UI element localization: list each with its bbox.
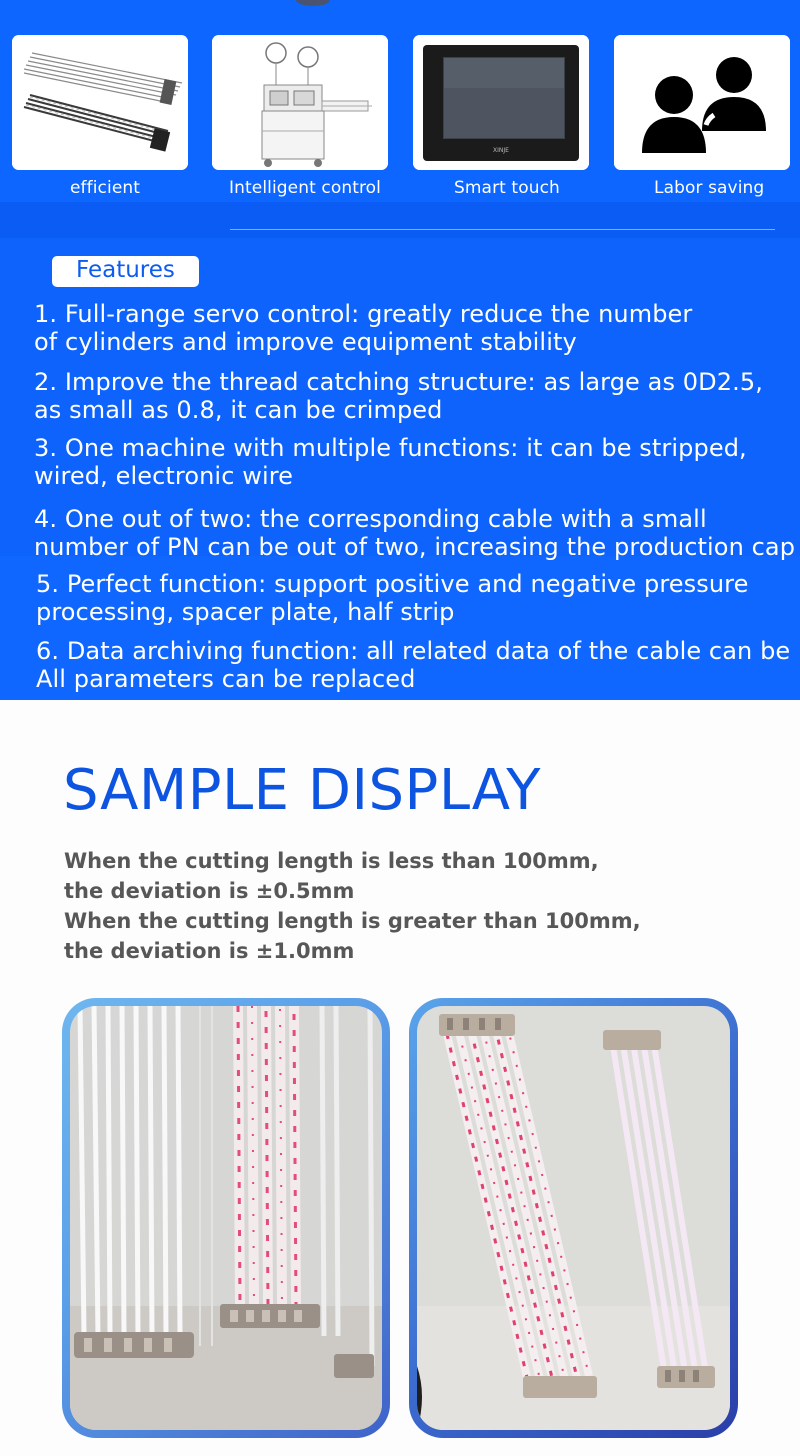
- feature-2-line1: 2. Improve the thread catching structure: as large as 0D2.5,: [34, 368, 763, 396]
- feature-4-line1: 4. One out of two: the corresponding cable with a small: [34, 505, 707, 533]
- feature-4-line2: number of PN can be out of two, increasing the production cap: [34, 533, 796, 561]
- feature-2-line2: as small as 0.8, it can be crimped: [34, 396, 443, 424]
- feature-1-line1: 1. Full-range servo control: greatly reduce the number: [34, 300, 693, 328]
- cable-sample-photo-1: [70, 1006, 382, 1430]
- spec-line-3: When the cutting length is greater than 100mm,: [64, 909, 641, 933]
- card-efficient: [12, 35, 188, 170]
- card-label-efficient: efficient: [70, 178, 141, 198]
- banner-top-ornament: [296, 0, 330, 6]
- card-label-smart-touch: Smart touch: [454, 178, 560, 198]
- card-label-intelligent-control: Intelligent control: [229, 178, 382, 198]
- spec-line-2: the deviation is ±0.5mm: [64, 879, 355, 903]
- wire-bundles-photo: [12, 35, 188, 170]
- feature-banner: [0, 0, 800, 700]
- cable-harness-image: [417, 1006, 730, 1430]
- feature-4: [34, 505, 795, 561]
- machine-photo: [212, 35, 388, 170]
- feature-2: [34, 368, 763, 424]
- touchscreen-brand-text: XINJE: [493, 147, 509, 154]
- feature-6: [36, 637, 790, 693]
- spec-line-1: When the cutting length is less than 100mm,: [64, 849, 599, 873]
- white-and-red-cables-image: [70, 1006, 382, 1430]
- spec-line-4: the deviation is ±1.0mm: [64, 939, 355, 963]
- card-intelligent-control: [212, 35, 388, 170]
- divider-line: [230, 229, 775, 230]
- sample-display-title: SAMPLE DISPLAY: [63, 758, 541, 823]
- feature-6-line2: All parameters can be replaced: [36, 665, 416, 693]
- feature-3-line2: wired, electronic wire: [34, 462, 294, 490]
- feature-6-line1: 6. Data archiving function: all related data of the cable can be: [36, 637, 791, 665]
- features-title: Features: [76, 257, 175, 283]
- cable-sample-photo-2: [417, 1006, 730, 1430]
- feature-3-line1: 3. One machine with multiple functions: it can be stripped,: [34, 434, 747, 462]
- touch-screen-photo: [413, 35, 589, 170]
- card-labor-saving: [614, 35, 790, 170]
- banner-label-strip: [0, 202, 800, 238]
- people-icon: [614, 35, 790, 170]
- feature-5-line1: 5. Perfect function: support positive and negative pressure: [36, 570, 749, 598]
- card-smart-touch: [413, 35, 589, 170]
- feature-5-line2: processing, spacer plate, half strip: [36, 598, 455, 626]
- feature-5: [36, 570, 748, 626]
- feature-3: [34, 434, 747, 490]
- card-label-labor-saving: Labor saving: [654, 178, 765, 198]
- feature-1-line2: of cylinders and improve equipment stability: [34, 328, 577, 356]
- feature-1: [34, 300, 692, 356]
